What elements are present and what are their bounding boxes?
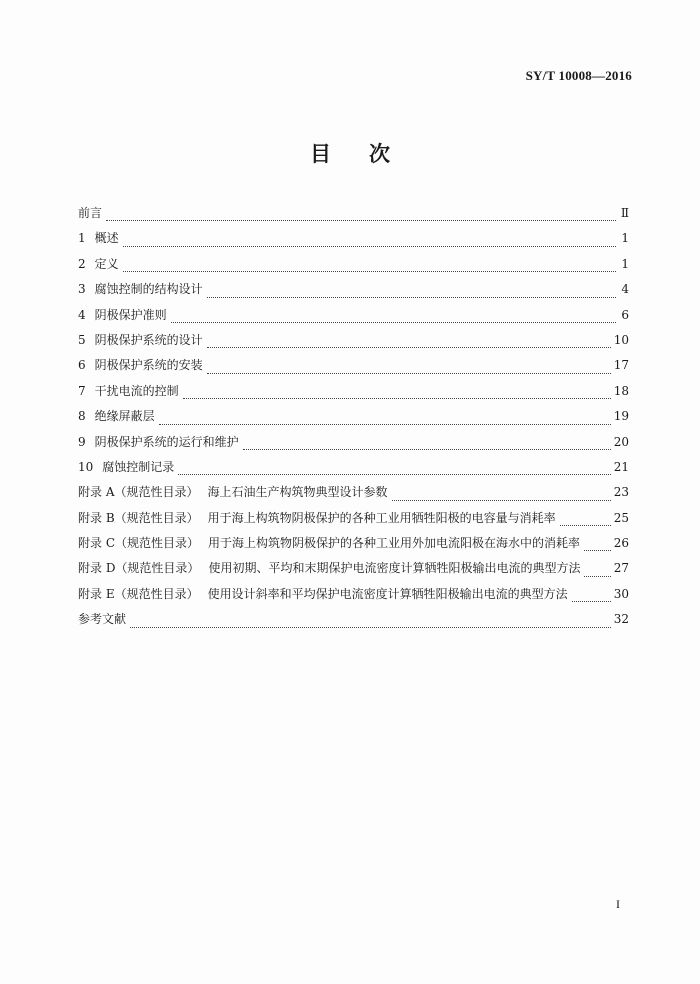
toc-entry-title: 参考文献 bbox=[78, 612, 127, 627]
toc-entry-number: 附录 C（规范性目录） bbox=[78, 536, 199, 551]
toc-entry bbox=[78, 458, 629, 483]
toc-entry-page: Ⅱ bbox=[620, 206, 629, 220]
toc-entry bbox=[78, 509, 629, 534]
toc-entry-page: 6 bbox=[621, 307, 629, 322]
toc-entry-title: 干扰电流的控制 bbox=[94, 383, 179, 398]
toc-entry-number: 附录 A（规范性目录） bbox=[78, 485, 199, 500]
dot-leader bbox=[130, 627, 611, 628]
page-title: 目次 bbox=[310, 142, 428, 166]
dot-leader bbox=[183, 398, 611, 399]
toc-entry-page: 27 bbox=[613, 561, 629, 576]
toc-entry-title: 腐蚀控制的结构设计 bbox=[94, 282, 203, 297]
toc-entry-page: 32 bbox=[613, 612, 629, 627]
toc-entry-title: 阴极保护系统的设计 bbox=[94, 332, 203, 347]
toc-entry-number: 7 bbox=[78, 383, 86, 398]
standard-code: SY/T 10008—2016 bbox=[525, 68, 632, 83]
toc-entry bbox=[78, 229, 629, 254]
toc-entry-page: 17 bbox=[613, 358, 629, 373]
dot-leader bbox=[560, 525, 611, 526]
toc-entry-number: 4 bbox=[78, 307, 86, 322]
toc-entry-page: 30 bbox=[613, 586, 629, 601]
toc-entry-number: 5 bbox=[78, 332, 86, 347]
toc-entry-number: 附录 E（规范性目录） bbox=[78, 586, 199, 601]
dot-leader bbox=[584, 576, 610, 577]
toc-entry bbox=[78, 559, 629, 584]
toc-entry bbox=[78, 585, 629, 610]
toc-entry-title: 前言 bbox=[78, 206, 103, 220]
toc-entry-number: 附录 D（规范性目录） bbox=[78, 561, 200, 576]
toc-entry bbox=[78, 356, 629, 381]
toc-entry-number: 10 bbox=[78, 459, 94, 474]
toc-entry-title: 阴极保护系统的安装 bbox=[94, 358, 203, 373]
toc-entry-title: 定义 bbox=[94, 256, 119, 271]
toc-entry bbox=[78, 610, 629, 635]
toc-entry bbox=[78, 306, 629, 331]
toc-entry bbox=[78, 331, 629, 356]
toc-entry-page: 19 bbox=[613, 409, 629, 424]
toc-entry-number: 6 bbox=[78, 358, 86, 373]
toc-entry-page: 10 bbox=[613, 332, 629, 347]
dot-leader bbox=[159, 424, 611, 425]
dot-leader bbox=[207, 297, 616, 298]
toc-entry-title: 阴极保护准则 bbox=[94, 307, 167, 322]
dot-leader bbox=[392, 500, 611, 501]
dot-leader bbox=[584, 550, 611, 551]
toc-entry bbox=[78, 204, 629, 229]
toc-entry-number: 2 bbox=[78, 256, 86, 271]
dot-leader bbox=[243, 449, 611, 450]
dot-leader bbox=[207, 373, 611, 374]
toc-entry-page: 21 bbox=[613, 459, 629, 474]
toc-entry bbox=[78, 407, 629, 432]
toc-entry bbox=[78, 433, 629, 458]
toc-entry-page: 1 bbox=[621, 256, 629, 271]
dot-leader bbox=[123, 246, 616, 247]
toc-entry-title: 使用初期、平均和末期保护电流密度计算牺牲阳极输出电流的典型方法 bbox=[208, 561, 581, 576]
dot-leader bbox=[207, 347, 611, 348]
toc-entry-number: 9 bbox=[78, 434, 86, 449]
dot-leader bbox=[178, 474, 610, 475]
toc-entry-page: 26 bbox=[613, 536, 629, 551]
toc-entry-title: 阴极保护系统的运行和维护 bbox=[94, 434, 239, 449]
page-number: I bbox=[616, 897, 620, 911]
dot-leader bbox=[106, 220, 616, 221]
toc-entry-title: 用于海上构筑物阴极保护的各种工业用外加电流阳极在海水中的消耗率 bbox=[208, 536, 581, 551]
toc-entry-page: 18 bbox=[613, 383, 629, 398]
toc-entry-title: 绝缘屏蔽层 bbox=[94, 409, 155, 424]
toc-entry-title: 腐蚀控制记录 bbox=[102, 459, 175, 474]
toc-entry-page: 25 bbox=[613, 510, 629, 525]
toc-entry-title: 用于海上构筑物阴极保护的各种工业用牺牲阳极的电容量与消耗率 bbox=[207, 510, 556, 525]
toc-entry bbox=[78, 483, 629, 508]
toc-entry-number: 8 bbox=[78, 409, 86, 424]
toc-entry-title: 海上石油生产构筑物典型设计参数 bbox=[207, 485, 388, 500]
toc-entry-page: 23 bbox=[613, 485, 629, 500]
dot-leader bbox=[572, 601, 611, 602]
toc-entry bbox=[78, 534, 629, 559]
toc-entry bbox=[78, 280, 629, 305]
toc-entry-page: 1 bbox=[621, 231, 629, 246]
toc-entry-number: 附录 B（规范性目录） bbox=[78, 510, 199, 525]
toc-entry bbox=[78, 255, 629, 280]
toc-entry bbox=[78, 382, 629, 407]
toc-entry-page: 20 bbox=[613, 434, 629, 449]
toc-entry-title: 使用设计斜率和平均保护电流密度计算牺牲阳极输出电流的典型方法 bbox=[207, 586, 568, 601]
toc-entry-page: 4 bbox=[621, 282, 629, 297]
toc-entry-number: 1 bbox=[78, 231, 86, 246]
dot-leader bbox=[123, 271, 616, 272]
toc-entry-title: 概述 bbox=[94, 231, 119, 246]
dot-leader bbox=[171, 322, 616, 323]
toc-entry-number: 3 bbox=[78, 282, 86, 297]
table-of-contents bbox=[78, 204, 629, 636]
